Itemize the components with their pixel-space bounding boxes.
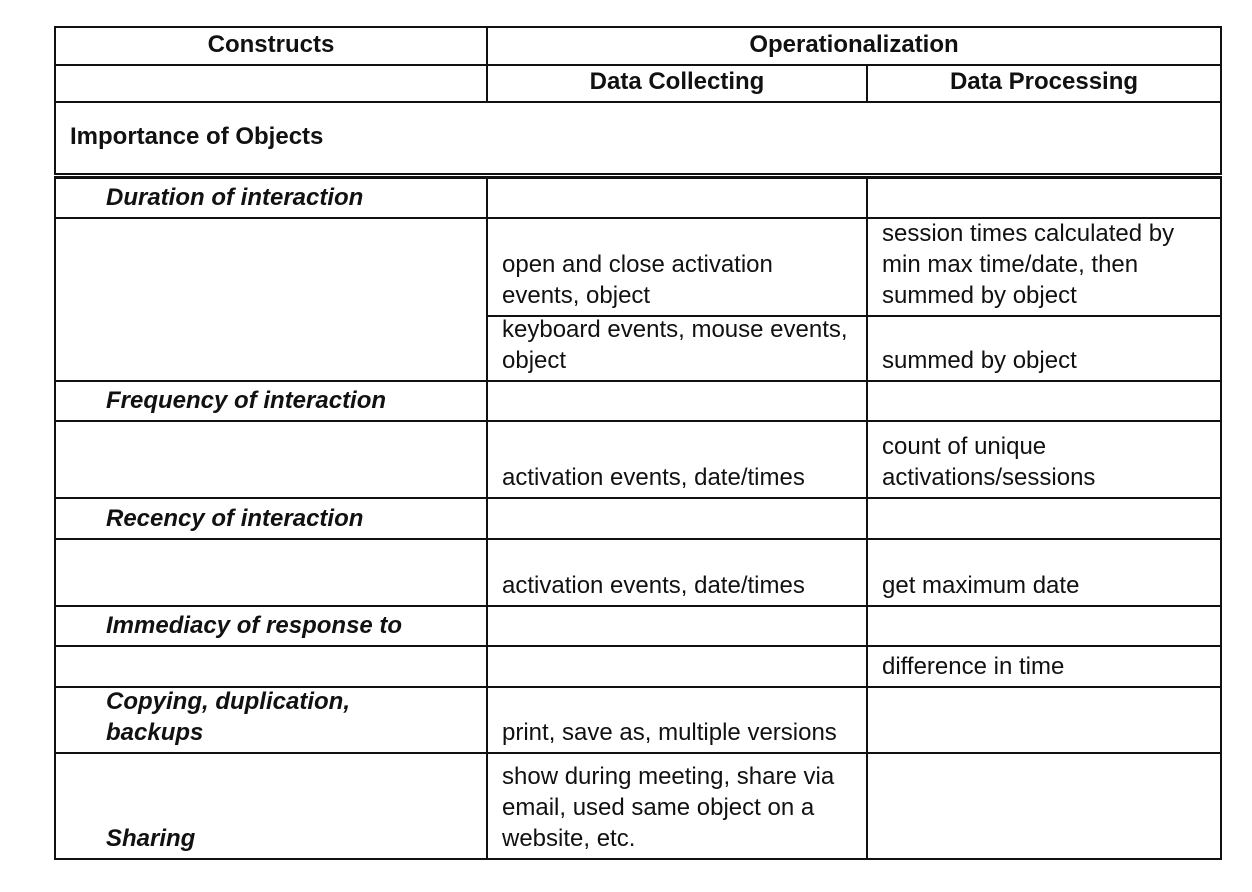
processing-text: session times calculated by min max time/date, then summed by object [882, 218, 1206, 311]
collecting-text: open and close activation events, object [502, 249, 852, 311]
header-blank [54, 64, 488, 103]
cell [866, 380, 1222, 422]
collecting-text: show during meeting, share via email, used same object on a website, etc. [502, 761, 852, 854]
cell [866, 686, 1222, 754]
collecting-cell [486, 217, 868, 317]
cell [866, 752, 1222, 860]
header-constructs [54, 26, 488, 66]
section-title [54, 101, 1222, 175]
header-data-processing-label: Data Processing [950, 66, 1138, 97]
collecting-text: print, save as, multiple versions [502, 717, 852, 748]
construct-label: Copying, duplication, backups [106, 686, 406, 748]
cell [866, 605, 1222, 647]
collecting-cell [486, 686, 868, 754]
processing-text: summed by object [882, 345, 1206, 376]
cell [866, 497, 1222, 540]
processing-cell [866, 538, 1222, 607]
construct-duration [54, 177, 488, 219]
cell [486, 380, 868, 422]
construct-label: Sharing [106, 823, 472, 854]
cell [54, 645, 488, 688]
header-data-collecting-label: Data Collecting [590, 66, 765, 97]
construct-label: Frequency of interaction [106, 385, 472, 416]
cell [866, 177, 1222, 219]
collecting-cell [486, 420, 868, 499]
processing-text: get maximum date [882, 570, 1206, 601]
header-constructs-label: Constructs [208, 29, 335, 60]
construct-frequency [54, 380, 488, 422]
collecting-cell [486, 752, 868, 860]
construct-label: Recency of interaction [106, 503, 472, 534]
cell [54, 217, 488, 382]
cell [486, 645, 868, 688]
construct-recency [54, 497, 488, 540]
collecting-text: activation events, date/times [502, 462, 852, 493]
header-operationalization [486, 26, 1222, 66]
header-data-processing [866, 64, 1222, 103]
cell [486, 177, 868, 219]
processing-text: count of unique activations/sessions [882, 431, 1206, 493]
section-title-label: Importance of Objects [70, 121, 1206, 152]
construct-label: Immediacy of response to [106, 610, 472, 641]
processing-cell [866, 420, 1222, 499]
header-data-collecting [486, 64, 868, 103]
cell [54, 420, 488, 499]
collecting-text: activation events, date/times [502, 570, 852, 601]
processing-cell [866, 217, 1222, 317]
construct-label: Duration of interaction [106, 182, 472, 213]
processing-text: difference in time [882, 651, 1206, 682]
processing-cell [866, 645, 1222, 688]
construct-copying [54, 686, 488, 754]
construct-immediacy [54, 605, 488, 647]
cell [486, 605, 868, 647]
construct-sharing [54, 752, 488, 860]
cell [486, 497, 868, 540]
processing-cell [866, 315, 1222, 382]
collecting-text: keyboard events, mouse events, object [502, 314, 852, 376]
header-operationalization-label: Operationalization [749, 29, 958, 60]
collecting-cell [486, 315, 868, 382]
cell [54, 538, 488, 607]
collecting-cell [486, 538, 868, 607]
